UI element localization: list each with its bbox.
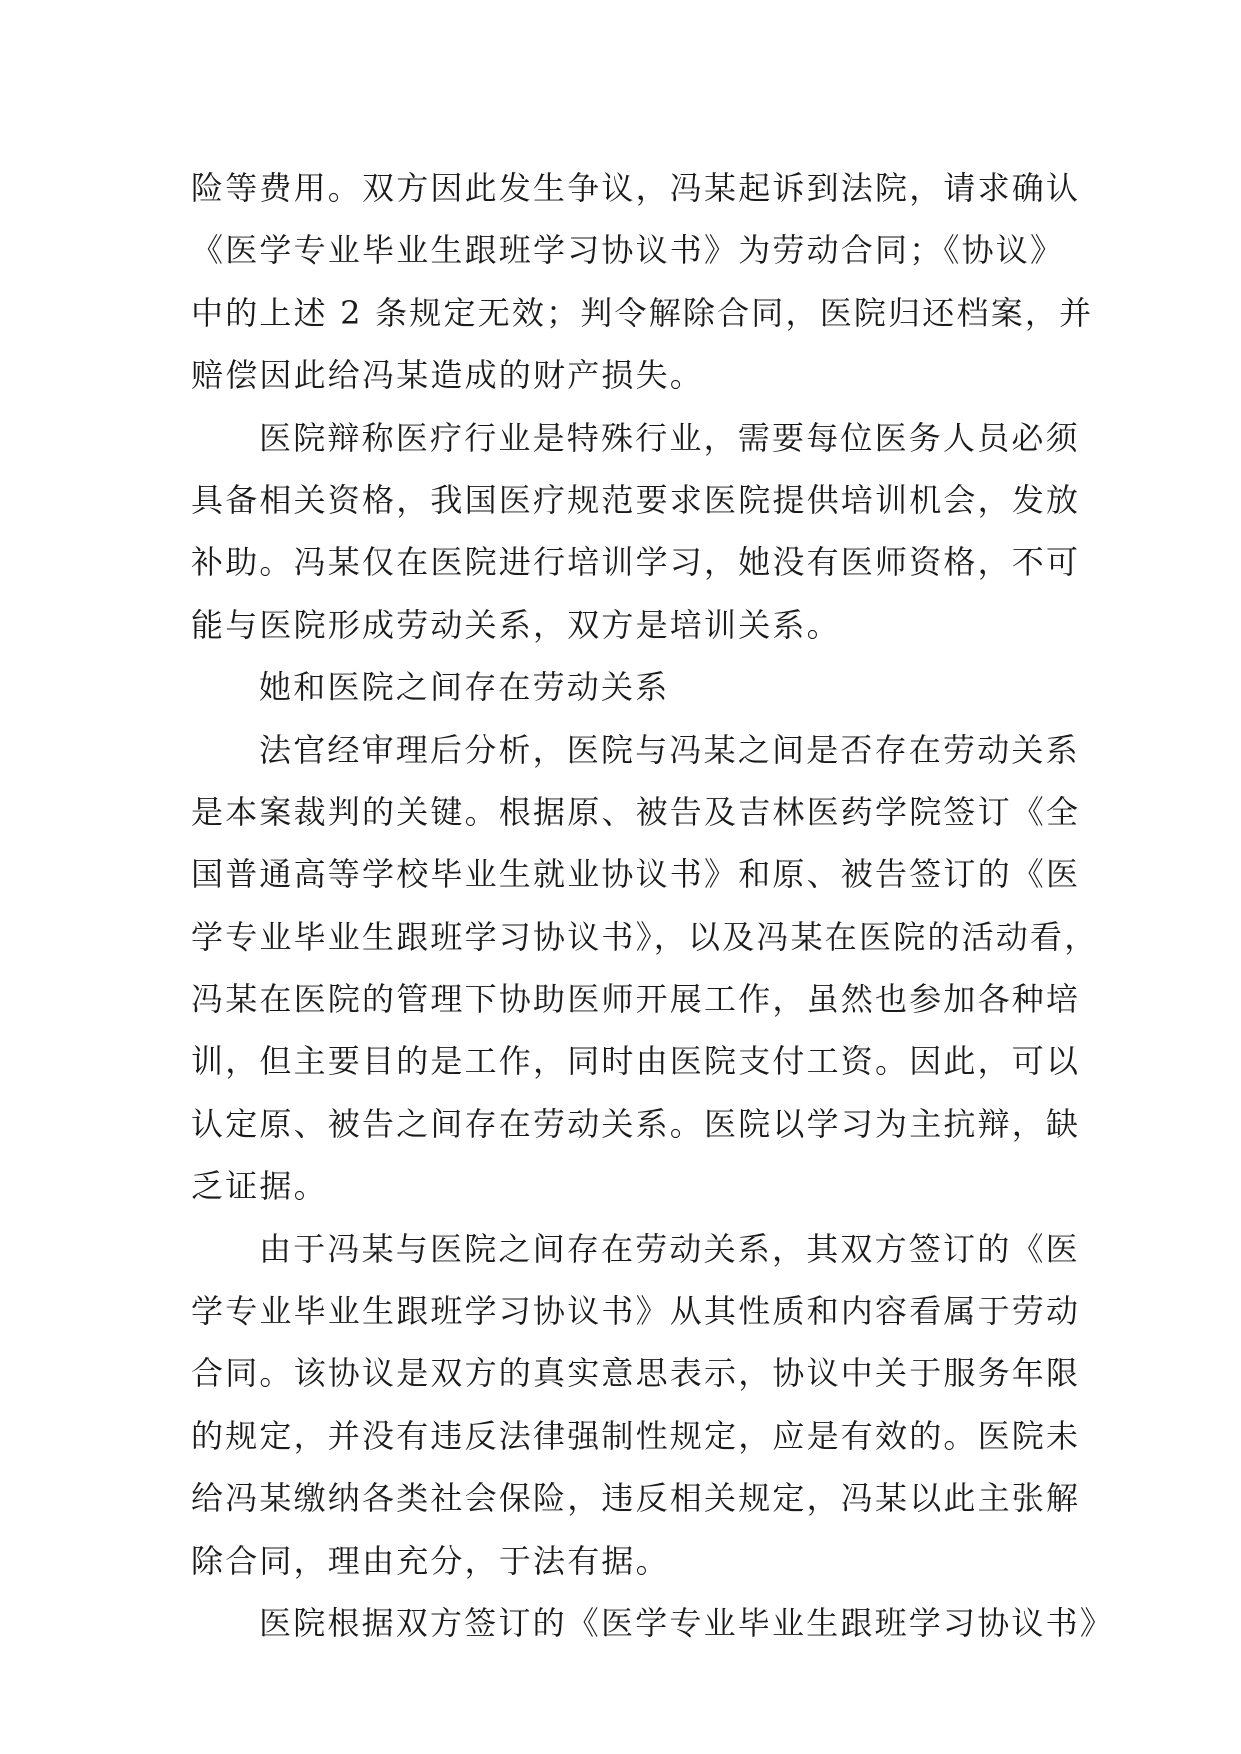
text-line: 中的上述 2 条规定无效；判令解除合同，医院归还档案，并 (191, 293, 1094, 332)
text-line: 险等费用。双方因此发生争议，冯某起诉到法院，请求确认 (191, 169, 1081, 207)
text-line: 赔偿因此给冯某造成的财产损失。 (191, 356, 705, 395)
text-line: 给冯某缴纳各类社会保险，违反相关规定，冯某以此主张解 (191, 1479, 1081, 1518)
paragraph-first-line: 医院根据双方签订的《医学专业毕业生跟班学习协议书》 (259, 1603, 1115, 1642)
text-line: 补助。冯某仅在医院进行培训学习，她没有医师资格，不可 (191, 543, 1081, 582)
text-line: 乏证据。 (191, 1167, 328, 1206)
paragraph-first-line: 法官经审理后分析，医院与冯某之间是否存在劳动关系 (259, 730, 1080, 769)
text-line: 训，但主要目的是工作，同时由医院支付工资。因此，可以 (191, 1042, 1081, 1081)
text-line: 学专业毕业生跟班学习协议书》从其性质和内容看属于劳动 (191, 1292, 1081, 1331)
paragraph-first-line: 由于冯某与医院之间存在劳动关系，其双方签订的《医 (259, 1229, 1080, 1268)
text-line: 能与医院形成劳动关系，双方是培训关系。 (191, 605, 841, 644)
text-line: 学专业毕业生跟班学习协议书》，以及冯某在医院的活动看， (191, 917, 1099, 956)
text-line: 是本案裁判的关键。根据原、被告及吉林医药学院签订《全 (191, 792, 1081, 831)
text-line: 除合同，理由充分，于法有据。 (191, 1541, 670, 1580)
text-line: 国普通高等学校毕业生就业协议书》和原、被告签订的《医 (191, 855, 1081, 894)
paragraph-first-line: 医院辩称医疗行业是特殊行业，需要每位医务人员必须 (259, 418, 1080, 457)
text-line: 合同。该协议是双方的真实意思表示，协议中关于服务年限 (191, 1354, 1081, 1393)
text-line: 《医学专业毕业生跟班学习协议书》为劳动合同；《协议》 (191, 231, 1065, 270)
text-line: 的规定，并没有违反法律强制性规定，应是有效的。医院未 (191, 1416, 1081, 1455)
text-line: 认定原、被告之间存在劳动关系。医院以学习为主抗辩，缺 (191, 1104, 1081, 1143)
text-line: 具备相关资格，我国医疗规范要求医院提供培训机会，发放 (191, 480, 1081, 519)
text-line: 冯某在医院的管理下协助医师开展工作，虽然也参加各种培 (191, 980, 1081, 1019)
document-body (191, 157, 1115, 1654)
section-heading: 她和医院之间存在劳动关系 (259, 668, 670, 707)
